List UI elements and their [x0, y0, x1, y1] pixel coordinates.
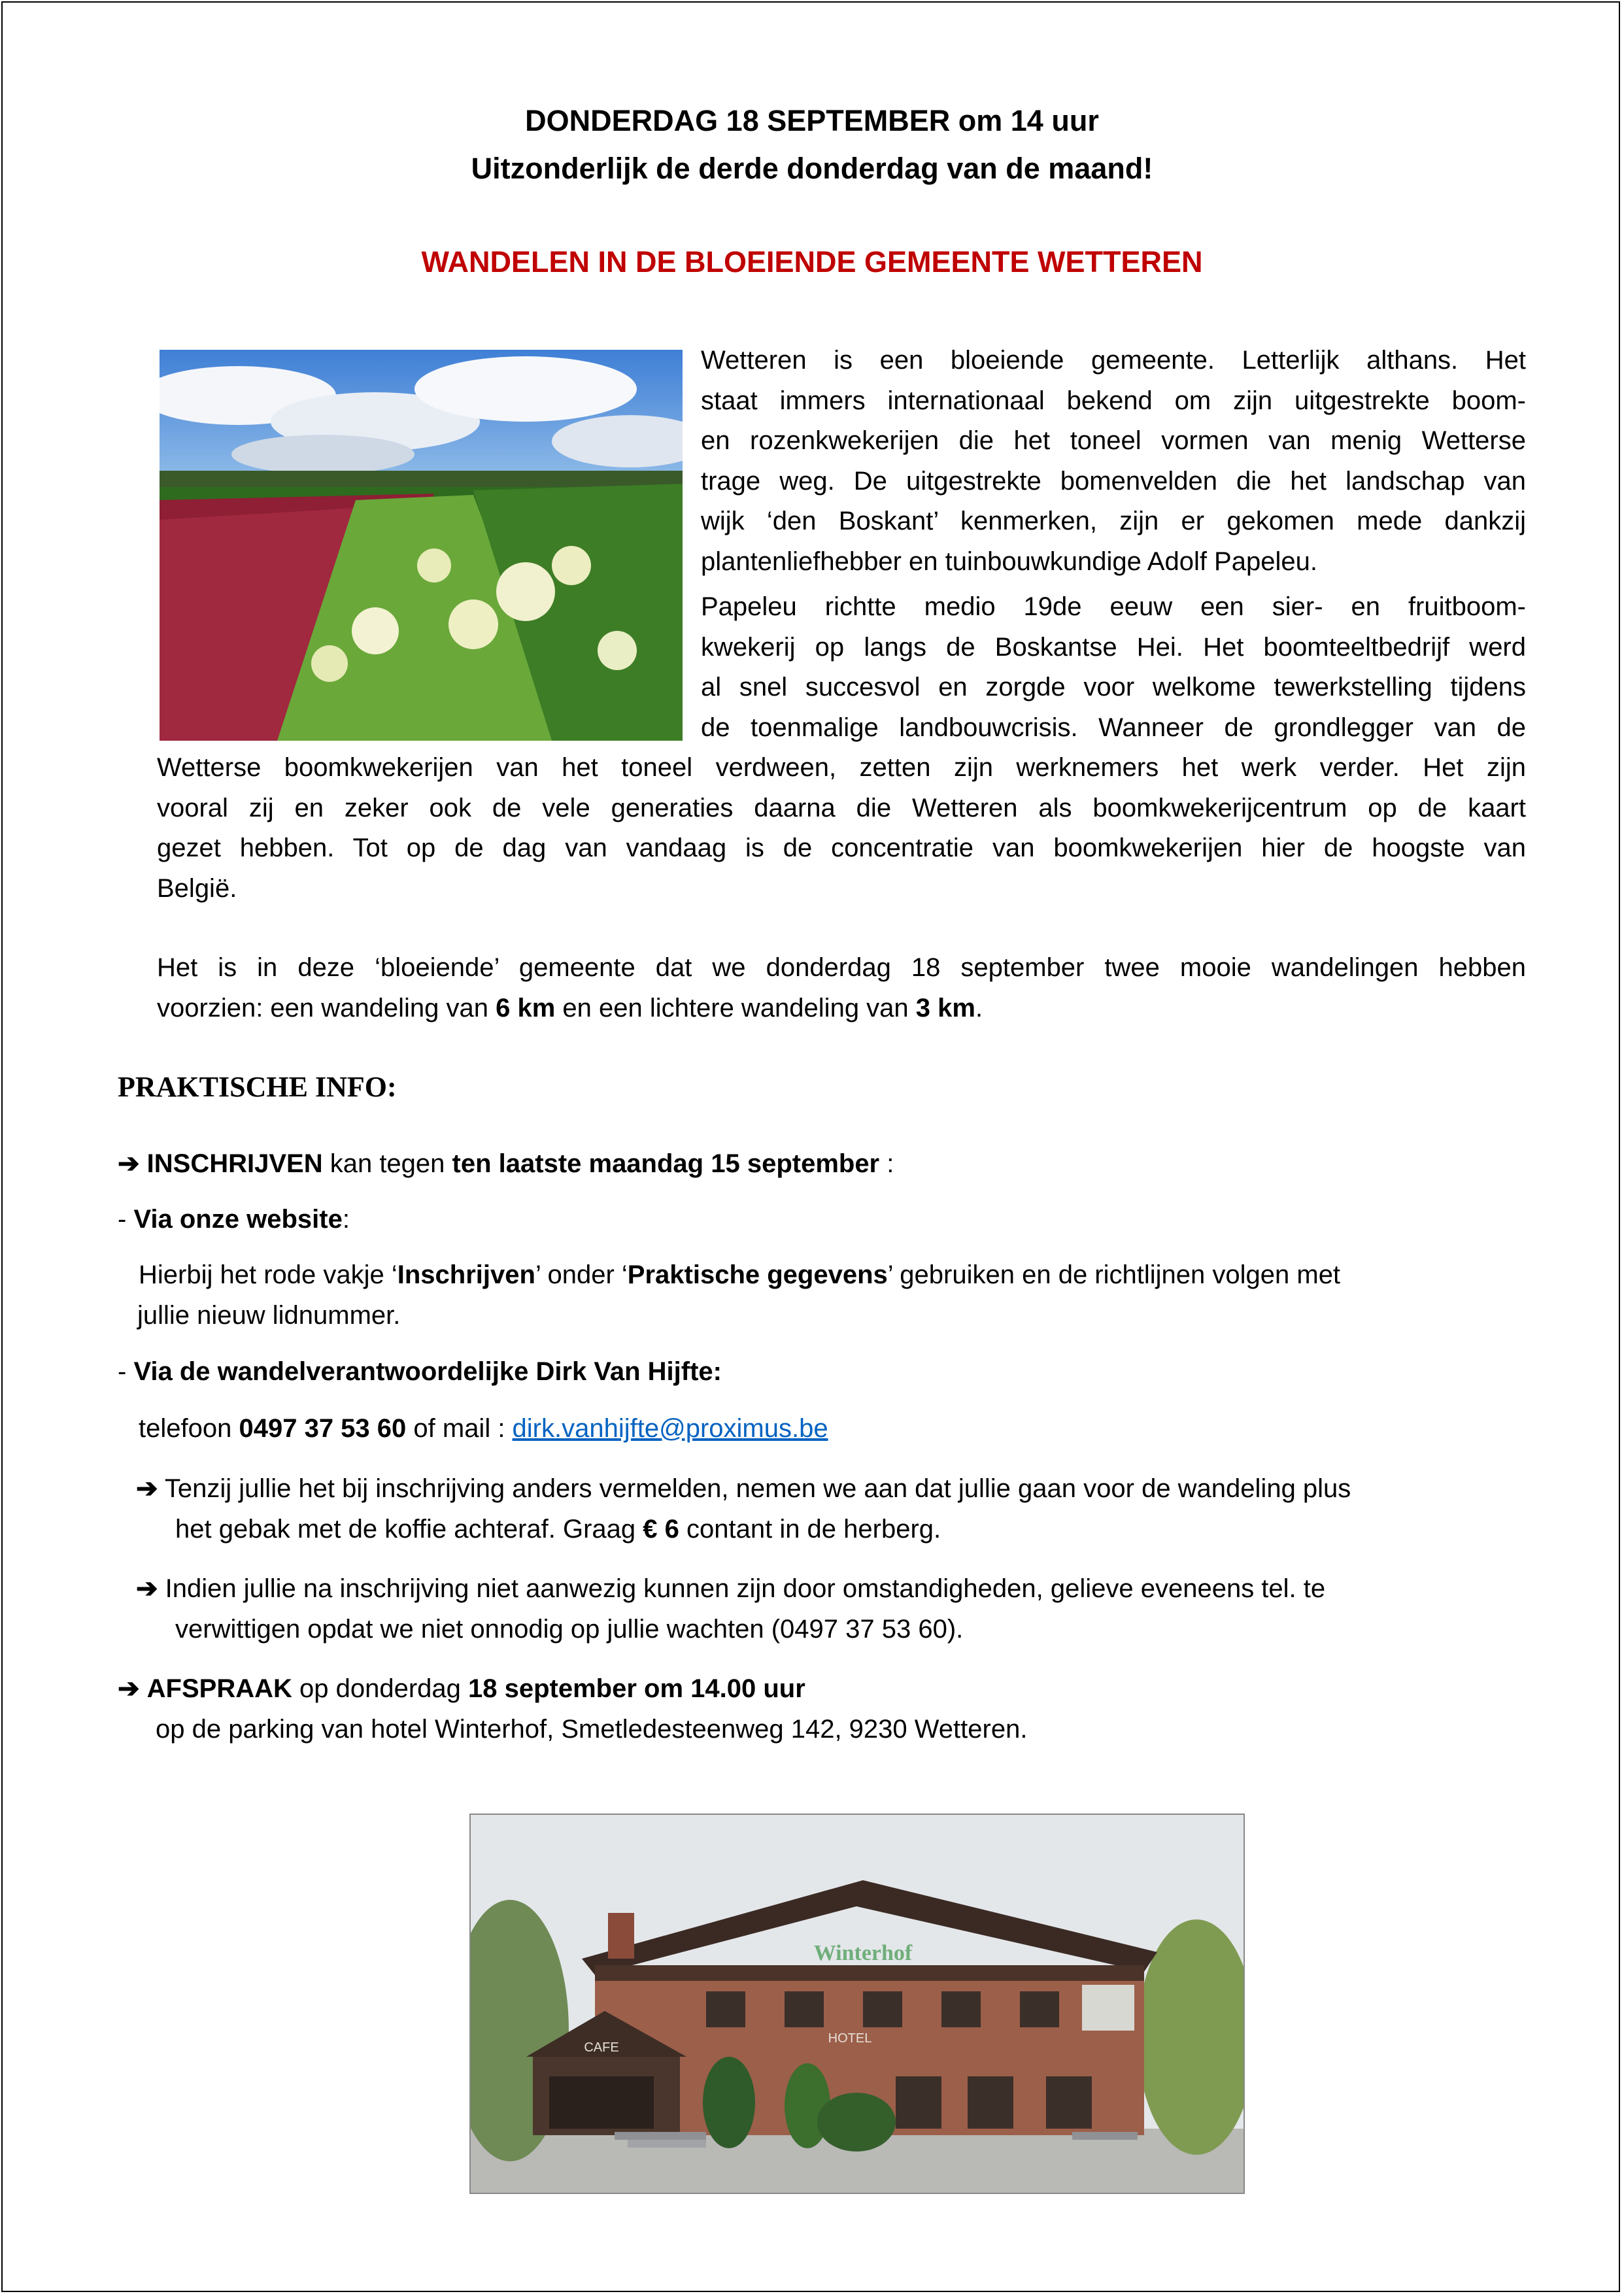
practical-info-heading: PRAKTISCHE INFO: — [118, 1071, 397, 1103]
intro-paragraph-2-full: Wetterse boomkwekerijen van het toneel verdween, zetten zijn werknemers het werk verder. Het zijn vooral zij en zeker ook de vele generaties daarna die Wetteren als boomkwekerijcentrum op de kaart gezet hebben. Tot op de dag van vandaag is de concentratie van boomkwekerijen hier de hoogste van België. — [157, 753, 1526, 903]
hotel-winterhof-photo — [469, 1814, 1245, 2194]
hotel-sign-text: Winterhof — [813, 1941, 913, 1965]
event-date-line: DONDERDAG 18 SEPTEMBER om 14 uur — [525, 104, 1099, 137]
distance-short: 3 km — [915, 993, 975, 1022]
meeting-line: ➔ AFSPRAAK op donderdag 18 september om 14.00 uur — [118, 1674, 805, 1703]
note-1-line2: het gebak met de koffie achteraf. Graag € 6 contant in de herberg. — [175, 1515, 941, 1544]
arrow-right-icon: ➔ — [136, 1574, 158, 1603]
contact-details: telefoon 0497 37 53 60 of mail : dirk.vanhijfte@proximus.be — [139, 1414, 828, 1443]
registration-line: ➔ INSCHRIJVEN kan tegen ten laatste maandag 15 september : — [118, 1149, 894, 1178]
cafe-sign-text: CAFE — [584, 2040, 619, 2055]
arrow-right-icon: ➔ — [118, 1149, 140, 1178]
page-title: WANDELEN IN DE BLOEIENDE GEMEENTE WETTEREN — [421, 245, 1203, 279]
hotel-word-text: HOTEL — [828, 2031, 872, 2046]
website-option: - Via onze website: — [118, 1205, 350, 1234]
arrow-right-icon: ➔ — [118, 1674, 140, 1703]
intro-paragraph-2-side: Papeleu richtte medio 19de eeuw een sier- en fruitboom- kwekerij op langs de Boskantse Hei. Het boomteeltbedrijf werd al snel succesvol en zorgde voor welkome tewerkstelling tijdens de toenmalige landbouwcrisis. Wanneer de grondlegger van de — [701, 592, 1526, 742]
note-2-line2: verwittigen opdat we niet onnodig op jullie wachten (0497 37 53 60). — [175, 1615, 964, 1644]
distance-long: 6 km — [496, 993, 556, 1022]
note-2-line1: ➔ Indien jullie na inschrijving niet aanwezig kunnen zijn door omstandigheden, gelieve eveneens tel. te — [136, 1574, 1326, 1603]
note-1-line1: ➔ Tenzij jullie het bij inschrijving anders vermelden, nemen we aan dat jullie gaan voor de wandeling plus — [136, 1474, 1351, 1503]
website-instructions-line1: Hierbij het rode vakje ‘Inschrijven’ onder ‘Praktische gegevens’ gebruiken en de richtlijnen volgen met — [139, 1260, 1341, 1289]
email-link[interactable]: dirk.vanhijfte@proximus.be — [512, 1414, 828, 1443]
intro-paragraph-3: Het is in deze ‘bloeiende’ gemeente dat we donderdag 18 september twee mooie wandelingen hebben voorzien: een wandeling van 6 km en een lichtere wandeling van 3 km. — [157, 953, 1526, 1022]
phone-number: 0497 37 53 60 — [239, 1414, 407, 1443]
price: € 6 — [643, 1515, 679, 1544]
intro-paragraph-1: Wetteren is een bloeiende gemeente. Letterlijk althans. Het staat immers internationaal bekend om zijn uitgestrekte boom- en rozenkwekerijen die het toneel vormen van menig Wetterse trage weg. De uitgestrekte bomenvelden die het landschap van wijk ‘den Boskant’ kenmerken, zijn er gekomen mede dankzij plantenliefhebber en tuinbouwkundige Adolf Papeleu. — [701, 346, 1526, 576]
arrow-right-icon: ➔ — [136, 1474, 158, 1503]
contact-option: - Via de wandelverantwoordelijke Dirk Van Hijfte: — [118, 1357, 722, 1386]
website-instructions-line2: jullie nieuw lidnummer. — [137, 1301, 401, 1330]
meeting-address: op de parking van hotel Winterhof, Smetledesteenweg 142, 9230 Wetteren. — [156, 1715, 1028, 1744]
event-note-line: Uitzonderlijk de derde donderdag van de maand! — [471, 152, 1153, 185]
flower-field-photo — [160, 350, 683, 741]
